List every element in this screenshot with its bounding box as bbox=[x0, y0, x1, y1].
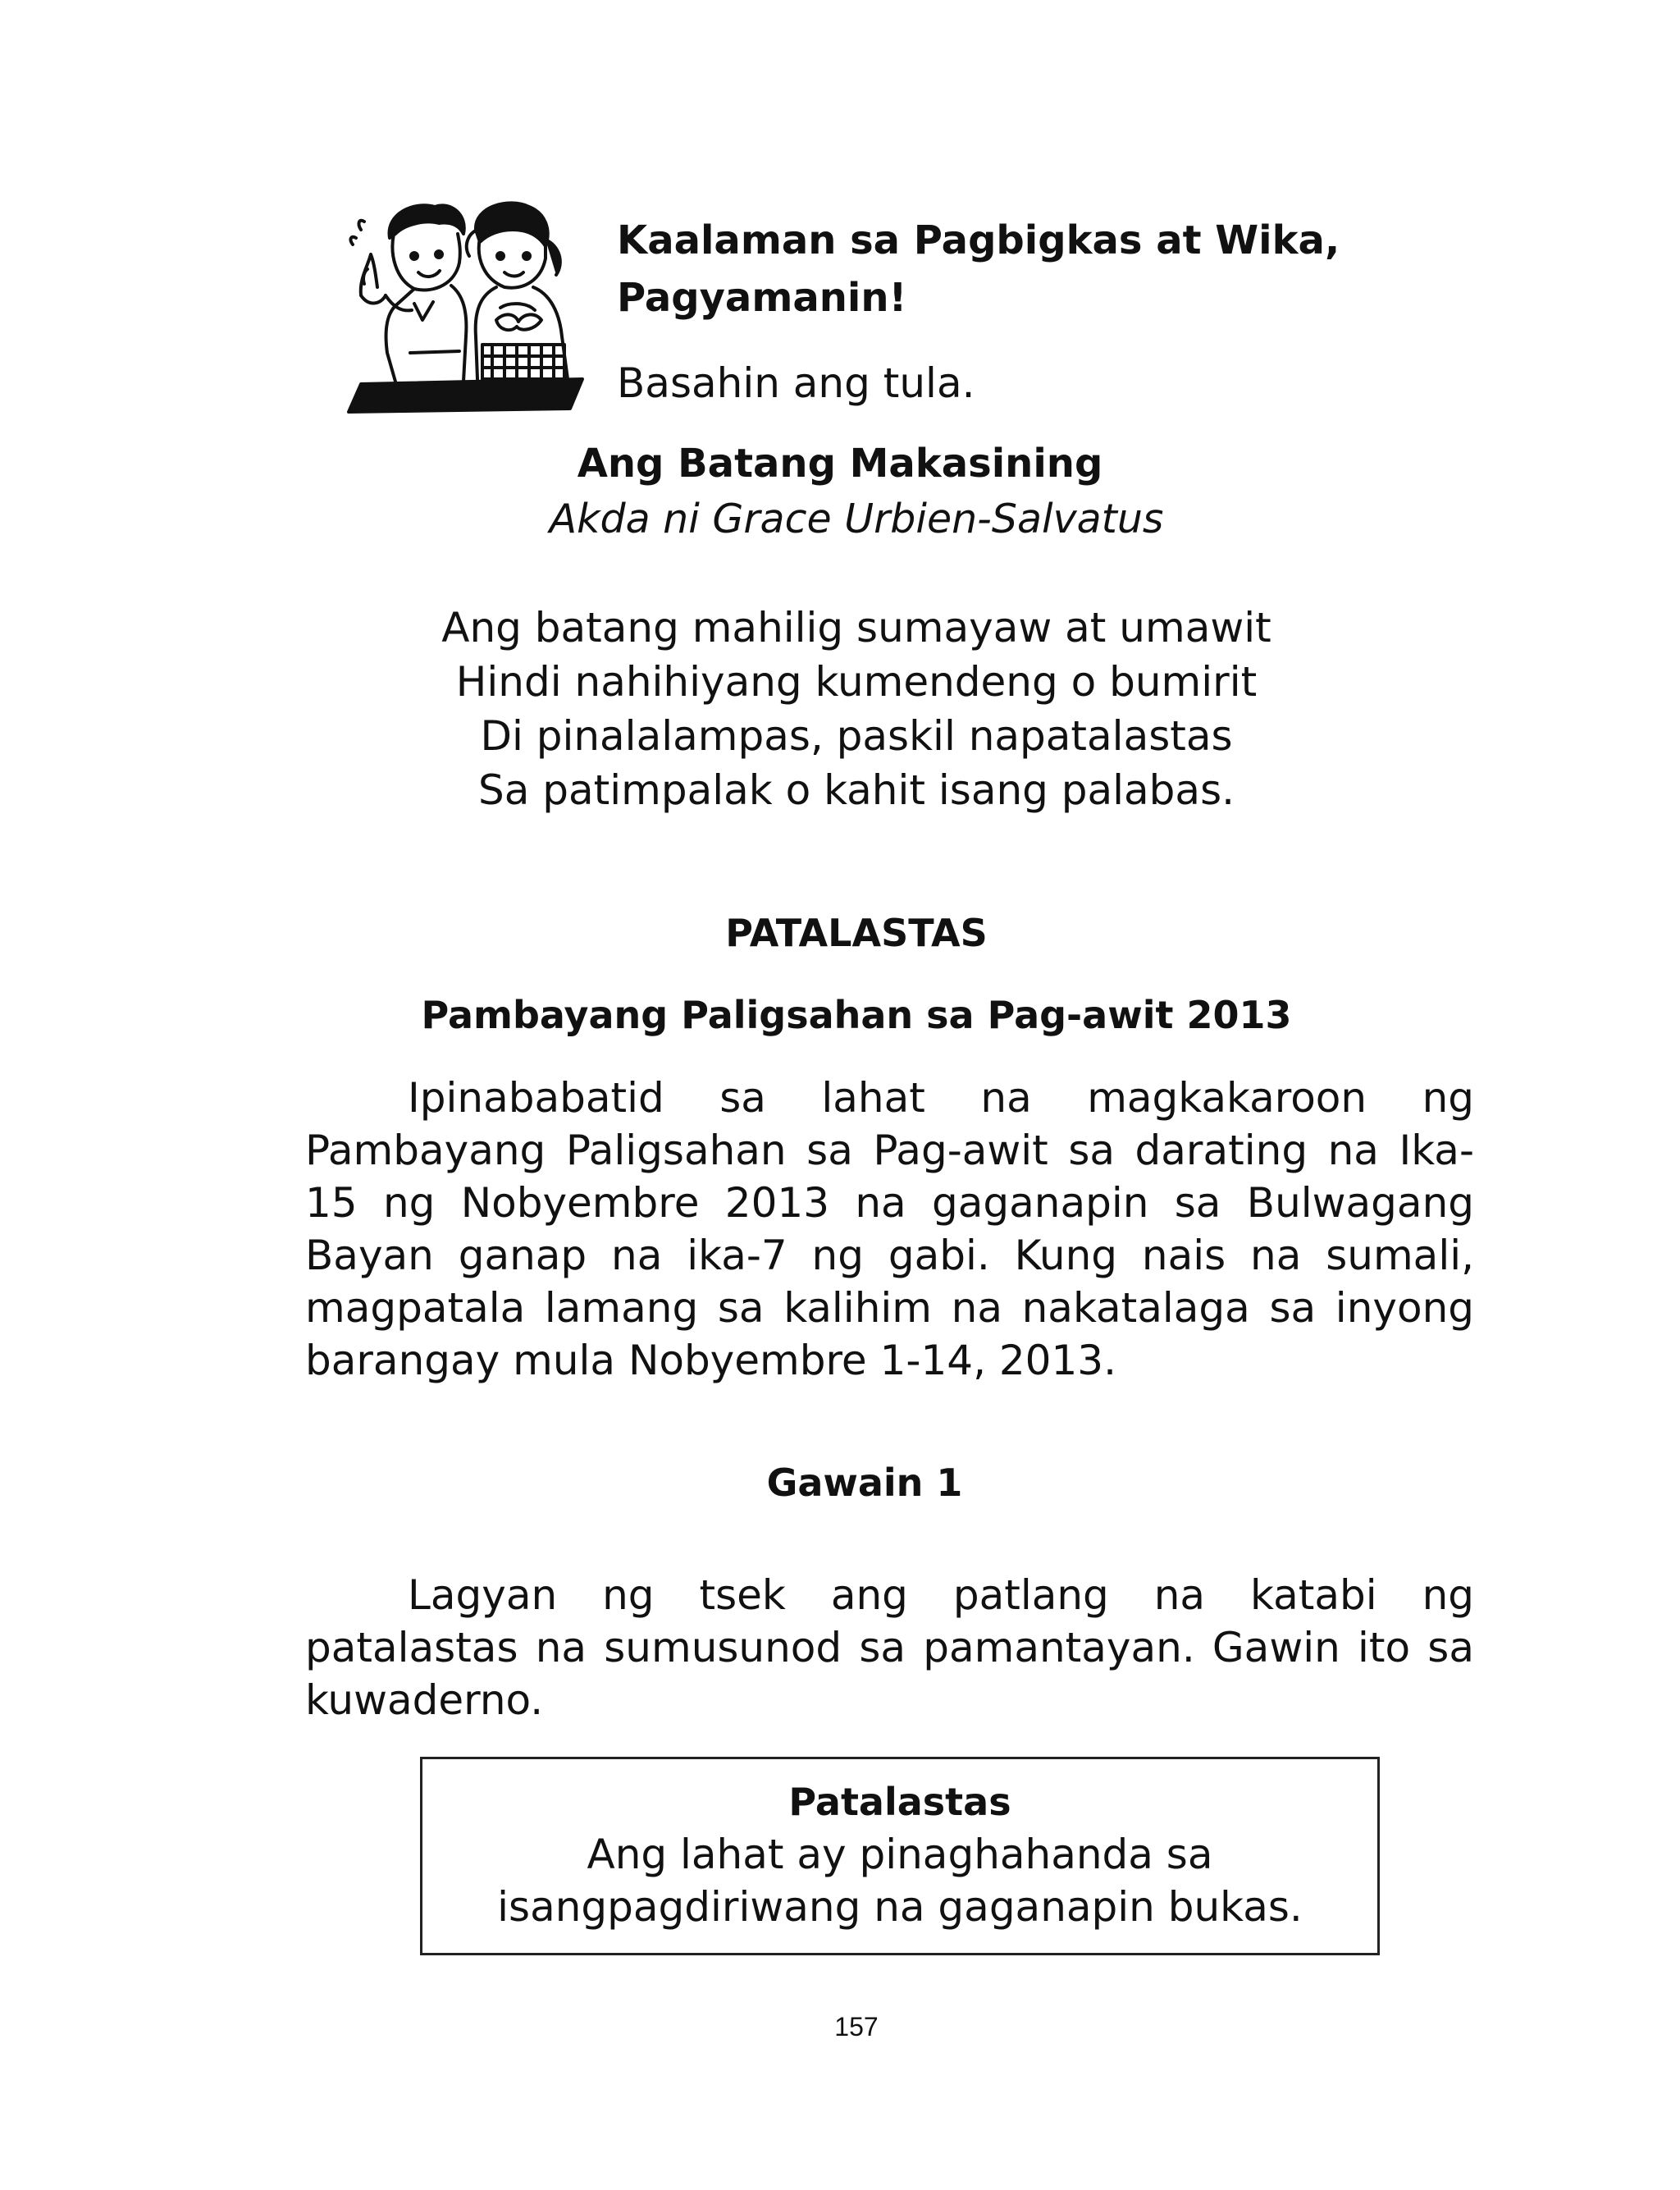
activity-instruction: Lagyan ng tsek ang patlang na katabi ng patalastas na sumusunod sa pamantayan. Gawin ito sa kuwaderno. bbox=[305, 1571, 1474, 1724]
two-children-illustration bbox=[336, 197, 599, 418]
poem-stanza bbox=[0, 601, 1680, 817]
announcement-subheading: Pambayang Paligsahan sa Pag-awit 2013 bbox=[421, 993, 1292, 1037]
activity-title: Gawain 1 bbox=[766, 1461, 963, 1505]
example-announcement-box bbox=[420, 1757, 1380, 1955]
section-title-line1: Kaalaman sa Pagbigkas at Wika, bbox=[617, 217, 1340, 263]
page-number: 157 bbox=[834, 2012, 879, 2041]
poem-title: Ang Batang Makasining bbox=[577, 441, 1103, 487]
announcement-body: Ipinababatid sa lahat na magkakaroon ng Pambayang Paligsahan sa Pag-awit sa darating na Ika-15 ng Nobyembre 2013 na gaganapin sa Bulwagang Bayan ganap na ika-7 ng gabi. Kung nais na sumali, magpatala lamang sa kalihim na nakatalaga sa inyong barangay mula Nobyembre 1-14, 2013. bbox=[305, 1074, 1474, 1384]
box-title: Patalastas bbox=[788, 1780, 1011, 1824]
section-title-line2: Pagyamanin! bbox=[617, 275, 907, 321]
poem-author: Akda ni Grace Urbien-Salvatus bbox=[549, 496, 1164, 542]
section-title bbox=[617, 212, 1437, 327]
reading-instruction: Basahin ang tula. bbox=[617, 359, 975, 407]
announcement-heading: PATALASTAS bbox=[725, 911, 988, 955]
box-line: Ang lahat ay pinaghahanda sa bbox=[587, 1831, 1213, 1878]
poem-line: Hindi nahihiyang kumendeng o bumirit bbox=[455, 658, 1258, 706]
poem-line: Ang batang mahilig sumayaw at umawit bbox=[441, 604, 1271, 652]
poem-line: Di pinalalampas, paskil napatalastas bbox=[480, 712, 1233, 760]
poem-line: Sa patimpalak o kahit isang palabas. bbox=[477, 766, 1235, 814]
box-line: isangpagdiriwang na gaganapin bukas. bbox=[497, 1883, 1303, 1931]
